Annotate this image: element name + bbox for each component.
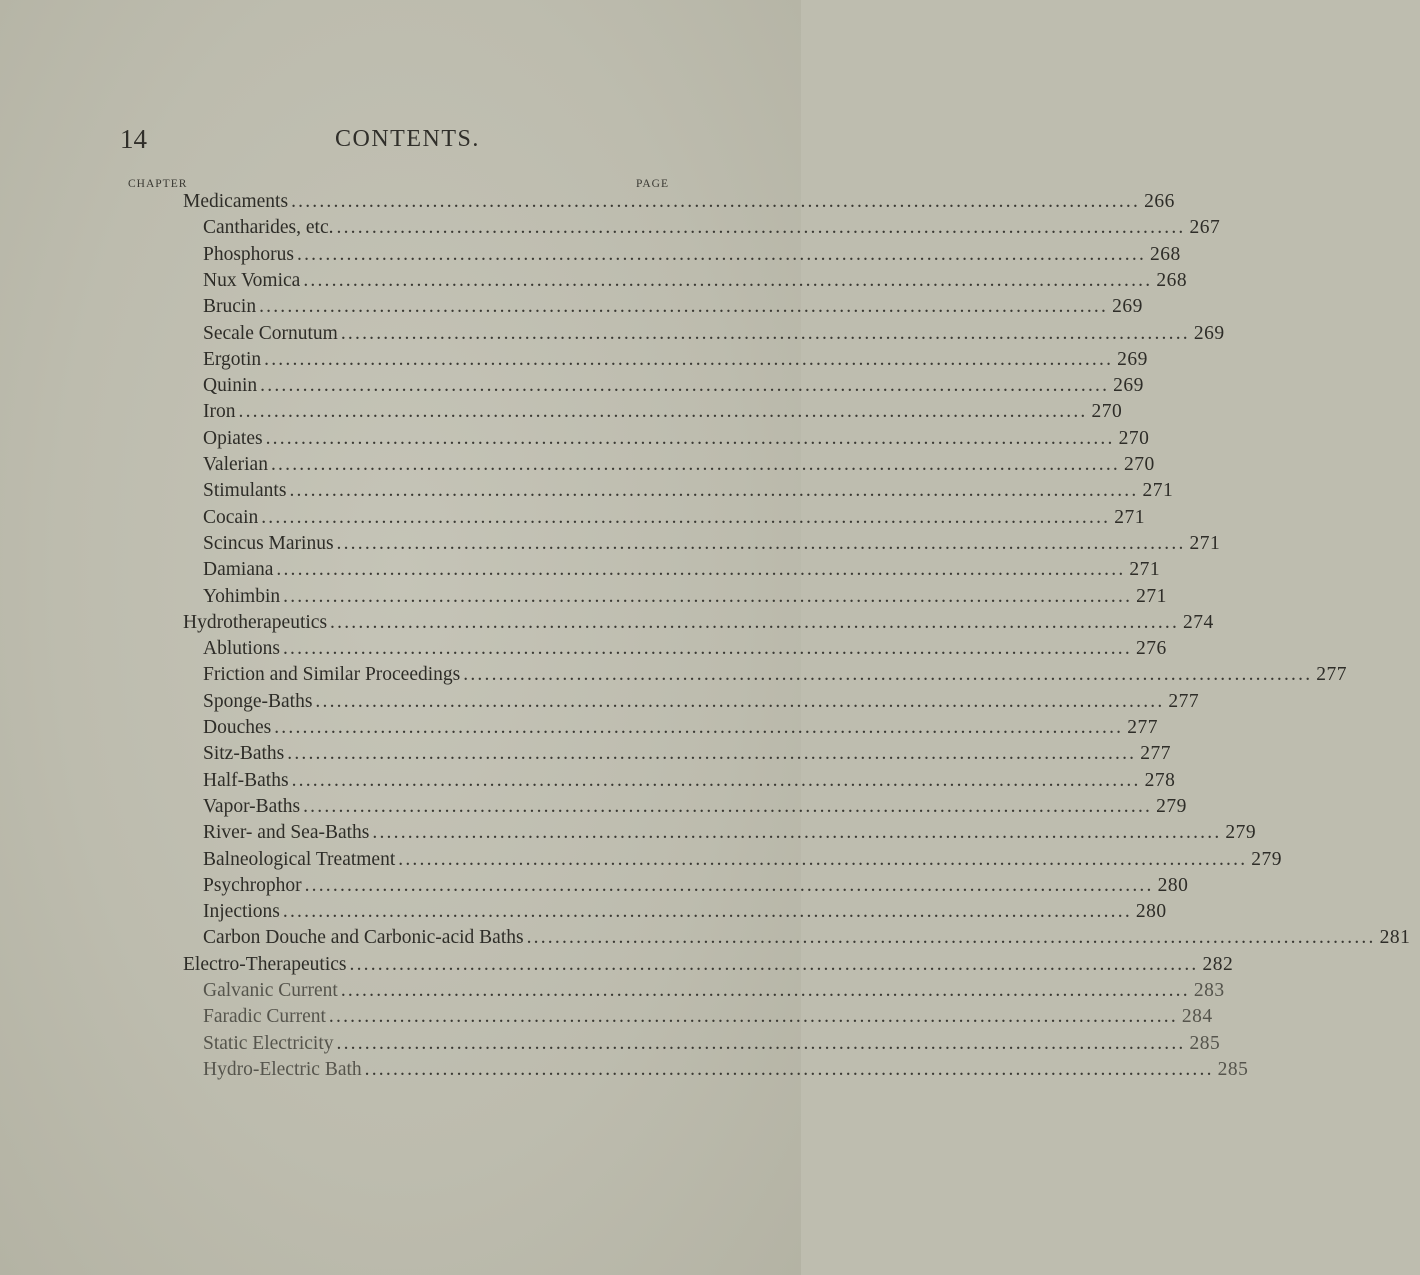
toc-entry-title: Friction and Similar Proceedings — [203, 664, 461, 686]
toc-entry-page: 283 — [1193, 980, 1225, 1001]
toc-entry — [203, 768, 1176, 794]
toc-entry-title: Carbon Douche and Carbonic-acid Baths — [203, 927, 524, 949]
dot-leader: ........................................................................................................................ — [282, 901, 1132, 923]
toc-entry-title: Opiates — [203, 427, 263, 449]
dot-leader: ........................................................................................................................ — [336, 532, 1186, 554]
toc-entry-page: 277 — [1316, 664, 1348, 686]
toc-entry — [203, 347, 1148, 373]
toc-entry-page: 285 — [1217, 1058, 1249, 1080]
dot-leader: ........................................................................................................................ — [287, 743, 1137, 765]
toc-entry-page: 269 — [1112, 296, 1143, 318]
toc-entry-page: 271 — [1129, 559, 1161, 581]
toc-entry-title: Faradic Current — [203, 1006, 326, 1028]
toc-entry — [203, 1031, 1221, 1057]
toc-entry — [203, 689, 1200, 715]
toc-entry-page: 277 — [1168, 690, 1200, 712]
dot-leader: ........................................................................................................................ — [336, 1032, 1186, 1054]
chapter-column-label: CHAPTER — [128, 178, 188, 190]
toc-entry — [203, 478, 1174, 504]
toc-entry-page: 269 — [1113, 375, 1144, 397]
dot-leader: ........................................................................................................................ — [398, 848, 1248, 870]
dot-leader: ........................................................................................................................ — [276, 559, 1126, 581]
dot-leader: ........................................................................................................................ — [261, 506, 1111, 528]
dot-leader: ........................................................................................................................ — [291, 769, 1141, 791]
toc-entry — [203, 741, 1171, 767]
toc-entry-page: 271 — [1142, 480, 1174, 502]
toc-entry — [203, 321, 1225, 347]
dot-leader: ........................................................................................................................ — [274, 717, 1124, 738]
toc-entry — [203, 636, 1167, 662]
toc-entry-title: Stimulants — [203, 480, 287, 502]
page-number: 14 — [120, 124, 147, 154]
toc-entry — [203, 584, 1167, 610]
toc-entry — [203, 505, 1145, 531]
dot-leader: ........................................................................................................................ — [340, 322, 1190, 344]
dot-leader: ........................................................................................................................ — [328, 1006, 1178, 1028]
toc-entry-page: 268 — [1156, 269, 1188, 291]
toc-entry-title: Cocain — [203, 506, 259, 528]
toc-entry-title: Sponge-Baths — [203, 690, 313, 712]
dot-leader: ........................................................................................................................ — [270, 454, 1120, 475]
toc-entry-title: Galvanic Current — [203, 980, 338, 1001]
toc-entry — [203, 1057, 1249, 1083]
dot-leader: ........................................................................................................................ — [340, 980, 1190, 1001]
toc-entry-page: 279 — [1251, 848, 1283, 870]
toc-entry-title: Scincus Marinus — [203, 532, 334, 554]
dot-leader: ........................................................................................................................ — [364, 1058, 1214, 1080]
toc-entry-title: Ergotin — [203, 348, 262, 370]
toc-entry-title: Half-Baths — [203, 769, 289, 791]
toc-entry — [183, 610, 1214, 636]
toc-entry — [203, 662, 1348, 688]
toc-entry-page: 280 — [1135, 901, 1167, 923]
toc-entry-title: Brucin — [203, 296, 257, 318]
toc-entry-title: Yohimbin — [203, 585, 281, 607]
toc-entry-page: 284 — [1181, 1006, 1213, 1028]
dot-leader: ........................................................................................................................ — [372, 822, 1222, 844]
toc-entry — [203, 294, 1143, 320]
toc-entry-page: 270 — [1091, 401, 1123, 423]
toc-entry-page: 274 — [1183, 611, 1214, 633]
dot-leader: ........................................................................................................................ — [282, 638, 1132, 660]
dot-leader: ........................................................................................................................ — [259, 296, 1109, 318]
dot-leader: ........................................................................................................................ — [238, 401, 1088, 423]
dot-leader: ........................................................................................................................ — [349, 953, 1199, 975]
toc-entry-title: Balneological Treatment — [203, 848, 396, 870]
toc-entry — [203, 847, 1283, 873]
toc-entry — [203, 1004, 1213, 1030]
dot-leader: ........................................................................................................................ — [260, 375, 1110, 397]
running-title: CONTENTS. — [335, 126, 480, 152]
toc-entry-page: 279 — [1156, 795, 1187, 817]
toc-entry-title: Static Electricity — [203, 1032, 334, 1054]
toc-entry-page: 277 — [1140, 743, 1171, 765]
toc-entry-page: 276 — [1135, 638, 1167, 660]
toc-entry-page: 285 — [1189, 1032, 1221, 1054]
toc-entry — [203, 794, 1187, 820]
toc-entry-title: Hydrotherapeutics — [183, 611, 328, 633]
toc-entry — [203, 399, 1123, 425]
dot-leader: ........................................................................................................................ — [291, 191, 1141, 212]
toc-entry-page: 270 — [1123, 454, 1155, 475]
toc-entry — [203, 899, 1167, 925]
toc-entry-title: Hydro-Electric Bath — [203, 1058, 362, 1080]
toc-entry-title: Medicaments — [183, 191, 289, 212]
dot-leader: ........................................................................................................................ — [303, 795, 1153, 817]
toc-entry-page: 270 — [1118, 427, 1150, 449]
toc-entry-title: Quinin — [203, 375, 258, 397]
toc-entry — [203, 268, 1188, 294]
toc-entry — [203, 715, 1158, 741]
dot-leader: ........................................................................................................................ — [330, 611, 1180, 633]
toc-entry-title: Valerian — [203, 454, 268, 475]
toc-entry-title: Vapor-Baths — [203, 795, 301, 817]
toc-entry-title: Phosphorus — [203, 243, 295, 265]
toc-entry-page: 271 — [1114, 506, 1145, 528]
dot-leader: ........................................................................................................................ — [463, 664, 1313, 686]
dot-leader: ........................................................................................................................ — [283, 585, 1133, 607]
toc-entry — [203, 978, 1225, 1004]
toc-entry-title: Sitz-Baths — [203, 743, 285, 765]
toc-entry-title: Psychrophor — [203, 874, 302, 896]
toc-entry-title: River- and Sea-Baths — [203, 822, 370, 844]
dot-leader: ........................................................................................................................ — [264, 348, 1114, 370]
dot-leader: ........................................................................................................................ — [315, 690, 1165, 712]
toc-entry-page: 271 — [1136, 585, 1167, 607]
toc-entry-title: Nux Vomica — [203, 269, 301, 291]
toc-entry — [203, 215, 1221, 241]
dot-leader: ........................................................................................................................ — [526, 927, 1376, 949]
toc-entry — [203, 531, 1221, 557]
toc-entry — [203, 873, 1189, 899]
toc-entry — [203, 820, 1257, 846]
dot-leader: ........................................................................................................................ — [304, 874, 1154, 896]
toc-entry-page: 277 — [1127, 717, 1158, 738]
toc-entry-title: Electro-Therapeutics — [183, 953, 347, 975]
dot-leader: ........................................................................................................................ — [336, 217, 1186, 239]
toc-entry — [203, 557, 1161, 583]
toc-entry — [203, 373, 1144, 399]
toc-entry-page: 267 — [1189, 217, 1221, 239]
toc-entry-page: 269 — [1193, 322, 1225, 344]
toc-entry-page: 279 — [1225, 822, 1257, 844]
toc-entry — [203, 242, 1181, 268]
toc-entry — [203, 925, 1411, 951]
toc-entry-title: Injections — [203, 901, 280, 923]
toc-entry-page: 280 — [1157, 874, 1189, 896]
toc-entry-title: Cantharides, etc. — [203, 217, 334, 239]
toc-entry — [203, 426, 1150, 452]
toc-entry-title: Damiana — [203, 559, 274, 581]
toc-entry-page: 271 — [1189, 532, 1221, 554]
toc-entry-title: Ablutions — [203, 638, 280, 660]
dot-leader: ........................................................................................................................ — [297, 243, 1147, 265]
dot-leader: ........................................................................................................................ — [303, 269, 1153, 291]
dot-leader: ........................................................................................................................ — [289, 480, 1139, 502]
toc-entry-title: Iron — [203, 401, 236, 423]
toc-entry-page: 281 — [1379, 927, 1411, 949]
toc-entry-page: 268 — [1150, 243, 1181, 265]
toc-entry-title: Secale Cornutum — [203, 322, 338, 344]
page-column-label: PAGE — [636, 178, 669, 190]
toc-entry-page: 278 — [1144, 769, 1176, 791]
toc-entry-page: 282 — [1202, 953, 1234, 975]
dot-leader: ........................................................................................................................ — [265, 427, 1115, 449]
toc-entry-page: 269 — [1117, 348, 1148, 370]
toc-entry-page: 266 — [1144, 191, 1175, 212]
toc-entry — [183, 952, 1234, 978]
toc-entry-title: Douches — [203, 717, 272, 738]
toc-entry — [183, 189, 1175, 215]
toc-entry — [203, 452, 1155, 478]
